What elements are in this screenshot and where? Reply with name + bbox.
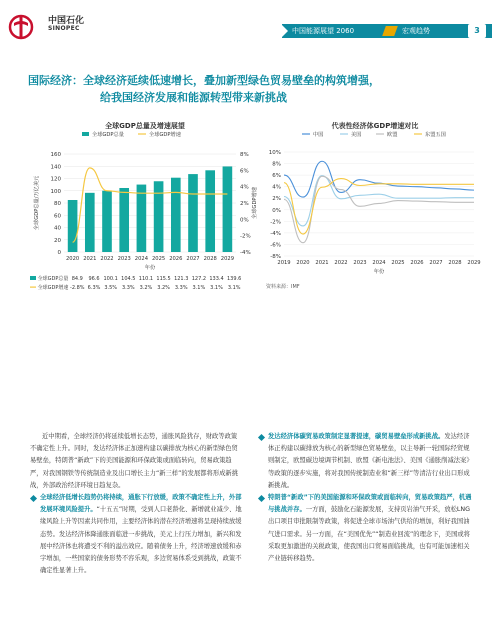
row-label-growth: 全球GDP增速 [37, 285, 69, 291]
section-name: 宏观趋势 [402, 27, 430, 35]
table-cell: 3.2% [139, 284, 153, 291]
legend-label: 中国 [313, 132, 324, 138]
table-cell: 3.2% [157, 284, 170, 291]
x-tick-label: 2028 [203, 256, 217, 262]
table-cell: 110.1 [138, 275, 154, 282]
legend-swatch-line [30, 285, 36, 289]
table-cell: 127.2 [191, 275, 207, 282]
y-tick-label: 0 [57, 250, 61, 256]
economies-growth-chart [262, 128, 494, 278]
x-tick-label: 2021 [83, 256, 97, 262]
y2-tick-label: 2% [240, 201, 249, 207]
body-left-column [30, 431, 242, 577]
table-cell: 133.4 [209, 275, 224, 282]
body-paragraph: 近中期看，全球经济仍将延续低增长态势，通胀风险犹存，财政等政策不确定性上升。同时，发达经济体正加速构建以碳排放为核心的新型绿色贸易壁垒，特朗普“新政”下的美国能源和环保政策或面临转向，贸易政策趋严，对我国钢铁等传统制造业及出口增长主力“新三样”的发展都将形成新挑战，外部政治经济环境日趋复杂。 [30, 433, 239, 489]
gdp-bar [223, 166, 233, 252]
y-tick-label: 160 [50, 152, 61, 158]
table-cell: 3.1% [192, 284, 206, 291]
x-tick-label: 2024 [372, 260, 386, 266]
table-cell: 96.6 [88, 275, 100, 282]
table-cell: 84.9 [71, 275, 83, 282]
x-tick-label: 2023 [353, 260, 367, 266]
y-tick-label: -8% [270, 254, 281, 260]
gdp-bar [85, 193, 95, 252]
table-cell: 121.3 [174, 275, 189, 282]
x-tick-label: 2027 [186, 256, 200, 262]
global-gdp-chart [10, 128, 260, 274]
bullet-paragraph [30, 492, 242, 577]
bullet-highlight: 特朗普“新政”下的美国能源和环保政策或面临转向，贸易政策趋严，机遇与挑战并存。 [268, 494, 472, 514]
gdp-bar [137, 185, 147, 252]
x-axis-label: 年份 [144, 265, 156, 271]
y-tick-label: 6% [272, 173, 281, 180]
gdp-data-table [30, 274, 243, 292]
x-tick-label: 2029 [220, 256, 235, 262]
table-cell: -2.8% [70, 284, 85, 291]
y2-tick-label: 6% [240, 168, 249, 175]
y2-tick-label: -4% [240, 250, 251, 256]
source-note: 资料来源：IMF [266, 284, 300, 290]
y-tick-label: 60 [54, 213, 61, 220]
sinopec-logo-icon [8, 14, 48, 40]
y-tick-label: 2% [272, 196, 281, 203]
bullet-text: 一方面，鼓励化石能源发展，支持页岩油气开采，放松LNG出口项目审批限制等政策，将促进全球市场油气供给的增加，利好我国油气进口需求。另一方面，在“美国优先”“制造业回流”的理念下，美国或将采取更加激进的关税政策，使我国出口贸易面临挑战，也有可能加速相关产业链转移趋势。 [268, 506, 471, 563]
y2-tick-label: -2% [240, 233, 251, 240]
bullet-text: 发达经济体正构建以碳排放为核心的新型绿色贸易壁垒，以主导新一轮国际经贸规则制定，欧盟碳边境调节机制、欧盟《新电池法》、美国《通胀削减法案》等政策的逐步实施，将对我国传统制造业和“新三样”等清洁行业出口形成新挑战。 [268, 433, 470, 489]
y-tick-label: 4% [272, 184, 281, 191]
bullet-text: “十五五”时期，受到人口老龄化、新增就业减少、地缘风险上升等因素共同作用，主要经济体的潜在经济增速将呈现持续放缓态势。发达经济体降通胀面临进一步挑战，美元上行压力增加，新兴和发展中经济体也将遭受不利的溢出效应。随着债务上升，经济增速放缓和赤字增加，一些国家的债务形势不容乐观，多边贸易体系受到挑战，政策不确定性显著上升。 [40, 506, 242, 575]
x-tick-label: 2020 [296, 260, 310, 266]
x-tick-label: 2029 [467, 260, 481, 266]
y-tick-label: -4% [270, 230, 281, 237]
y-tick-label: 120 [50, 176, 61, 183]
table-cell: 100.1 [103, 275, 118, 282]
x-tick-label: 2027 [429, 260, 443, 266]
page-header [0, 0, 500, 50]
table-cell: 3.3% [121, 284, 135, 291]
logo-text-zh: 中国石化 [48, 16, 85, 26]
x-tick-label: 2025 [391, 260, 405, 266]
table-cell: 115.5 [156, 275, 171, 282]
x-tick-label: 2022 [334, 260, 348, 266]
legend-swatch-bar [82, 132, 89, 136]
logo-text-en: SINOPEC [48, 25, 80, 32]
table-cell: 6.3% [87, 284, 101, 291]
y2-tick-label: 0% [240, 217, 249, 224]
y2-tick-label: 8% [240, 152, 249, 158]
x-tick-label: 2025 [151, 256, 166, 262]
header-bar [282, 24, 492, 38]
y-tick-label: 10% [268, 150, 281, 156]
gdp-bar [188, 174, 198, 252]
x-tick-label: 2019 [277, 260, 291, 266]
y-tick-label: 0% [272, 207, 281, 214]
bullet-highlight: 发达经济体碳贸易政策制定显著提速，碳贸易壁垒形成新挑战。 [268, 433, 445, 440]
x-axis-label: 年份 [373, 269, 385, 275]
x-tick-label: 2024 [134, 256, 149, 262]
legend-swatch-bar [30, 276, 36, 280]
table-row [30, 274, 243, 283]
gdp-bar [68, 200, 78, 252]
legend-label: 美国 [351, 132, 362, 138]
bullet-paragraph [258, 431, 472, 492]
y2-axis-label: 全球GDP增速 [252, 187, 258, 219]
page-number: 3 [468, 24, 486, 38]
y-tick-label: 8% [272, 161, 281, 168]
body-right-column [258, 431, 472, 565]
y-tick-label: 80 [54, 201, 61, 207]
table-cell: 3.3% [174, 284, 188, 291]
x-tick-label: 2021 [315, 260, 329, 266]
legend-label: 全球GDP总量 [92, 132, 124, 138]
x-tick-label: 2022 [100, 256, 114, 262]
bullet-paragraph [258, 492, 472, 565]
x-tick-label: 2026 [169, 256, 183, 262]
y-tick-label: 20 [54, 237, 61, 244]
y-tick-label: 140 [50, 164, 61, 171]
y2-tick-label: 4% [240, 184, 249, 191]
section-title [28, 72, 468, 106]
legend-label: 全球GDP增速 [149, 132, 181, 138]
gdp-bar [171, 178, 181, 252]
section-title-line2: 给我国经济发展和能源转型带来新挑战 [100, 91, 287, 104]
y-tick-label: 40 [54, 225, 61, 232]
y-tick-label: 100 [50, 188, 61, 195]
y-axis-label: 全球GDP总量/万亿美元 [34, 175, 40, 231]
gdp-bar [154, 181, 164, 252]
table-cell: 104.5 [121, 275, 136, 282]
bullet-highlight: 全球经济低增长趋势仍将持续，通胀下行放缓，政策不确定性上升，外部发展环境风险提升。 [40, 494, 242, 514]
section-title-line1: 国际经济：全球经济延续低速增长，叠加新型绿色贸易壁垒的构筑增强， [28, 74, 380, 87]
y-tick-label: -6% [270, 242, 281, 249]
y-tick-label: -2% [270, 219, 281, 226]
series-line [284, 161, 474, 197]
table-cell: 3.1% [227, 284, 241, 291]
header-separator [382, 26, 398, 36]
left-chart-title: 全球GDP总量及增速展望 [105, 122, 185, 130]
gdp-bar [119, 188, 129, 252]
table-cell: 3.5% [104, 284, 118, 291]
table-cell: 139.6 [227, 275, 242, 282]
x-tick-label: 2020 [65, 256, 80, 262]
x-tick-label: 2028 [448, 260, 462, 266]
growth-line [73, 168, 228, 242]
row-label-total: 全球GDP总量 [37, 276, 69, 282]
legend-label: 欧盟 [387, 132, 398, 138]
gdp-bar [205, 170, 215, 252]
report-title: 中国能源展望 2060 [292, 27, 355, 35]
table-cell: 3.1% [210, 284, 223, 291]
legend-label: 东盟五国 [425, 132, 446, 138]
x-tick-label: 2026 [410, 260, 424, 266]
right-chart-title: 代表性经济体GDP增速对比 [331, 122, 419, 130]
gdp-bar [102, 191, 112, 252]
x-tick-label: 2023 [117, 256, 131, 262]
table-row [30, 283, 243, 292]
